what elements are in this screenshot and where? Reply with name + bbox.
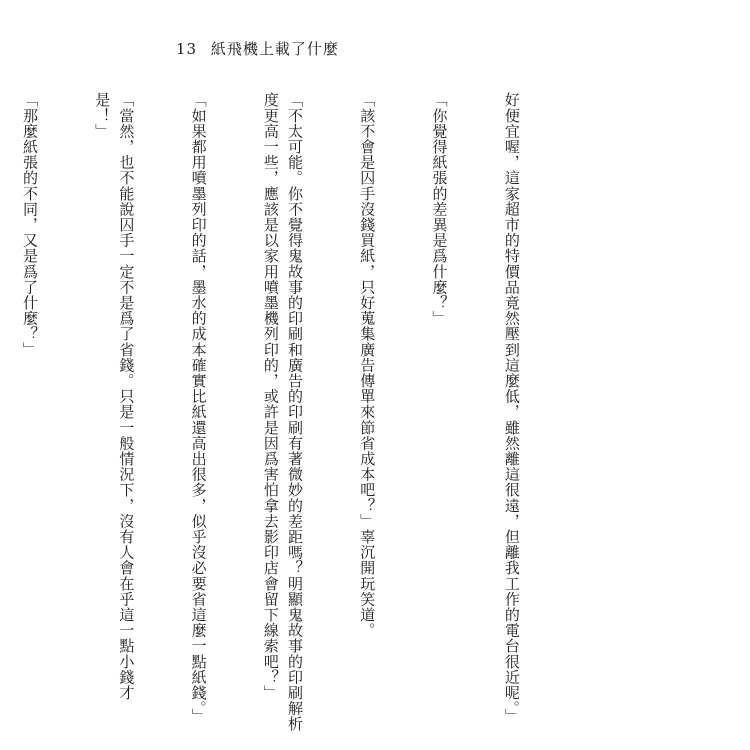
paragraph: 「那麼紙張的不同，又是爲了什麼？」 [20, 92, 39, 358]
paragraph: 「你覺得紙張的差異是爲什麼？」 [430, 92, 449, 326]
paragraph: 「不太可能。你不覺得鬼故事的印刷和廣告的印刷有著微妙的差距嗎？明顯鬼故事的印刷解析度更高一些，應該是以家用噴墨機列印的，或許是因爲害怕拿去影印店會留下線索吧？」 [261, 92, 304, 732]
chapter-title: 紙飛機上載了什麼 [210, 40, 339, 58]
running-header [176, 38, 339, 59]
vertical-text-body [20, 92, 572, 732]
paragraph: 「如果都用噴墨列印的話，墨水的成本確實比紙還高出很多，似乎沒必要省這麼一點紙錢。」 [189, 92, 208, 725]
paragraph: 好便宜喔，這家超市的特價品竟然壓到這麼低，雖然離這很遠，但離我工作的電台很近呢。」 [502, 92, 521, 725]
paragraph: 「當然，也不能說囚手一定不是爲了省錢。只是一般情況下，沒有人會在乎這一點小錢才是！」 [93, 92, 136, 701]
page-number: 13 [176, 40, 198, 58]
paragraph: 「該不會是囚手沒錢買紙，只好蒐集廣告傳單來節省成本吧？」辜沉開玩笑道。 [358, 92, 377, 638]
